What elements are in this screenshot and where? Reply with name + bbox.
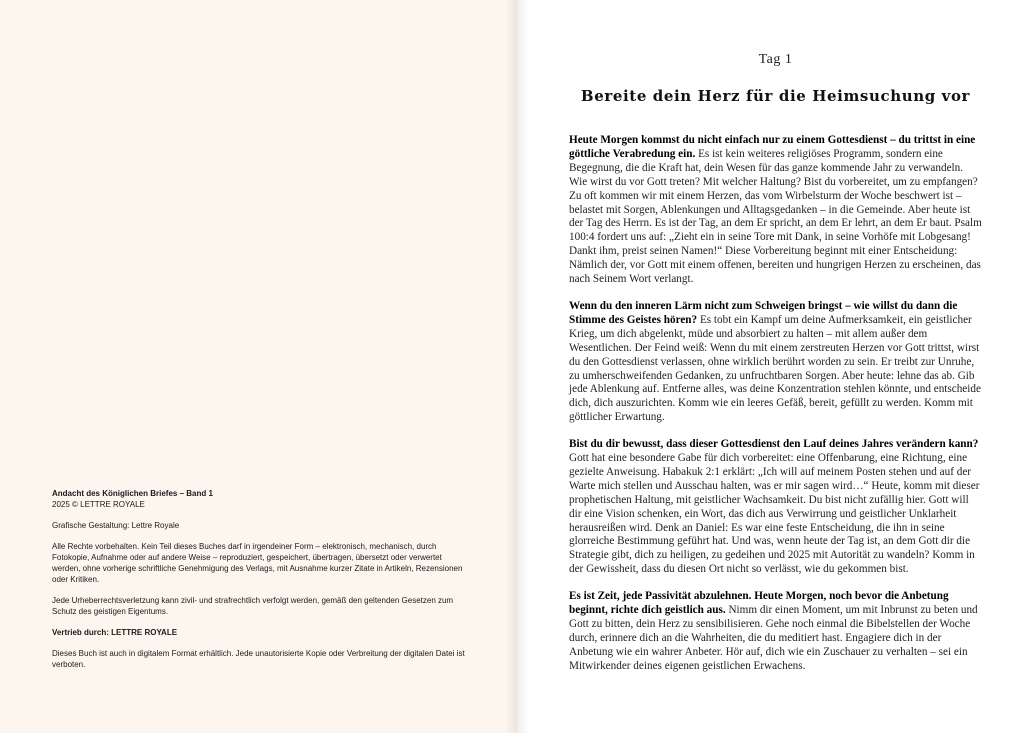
paragraph-text: Es tobt ein Kampf um deine Aufmerksamkeit, ein geistlicher Krieg, um dich abgelenkt, müde und absorbiert zu halten – mit allem außer dem Wesentlichen. Der Feind weiß: Wenn du mit einem zerstreuten Herzen vor Gott trittst, wirst du den Gottesdienst verlassen, ohne wirklich berührt worden zu sein. Er treibt zur Unruhe, zu umherschweifenden Gedanken, zu unfruchtbaren Sorgen. Aber heute: lehne das ab. Gib jede Ablenkung auf. Entferne alles, was deine Konzentration stehlen könnte, und entscheide dich, dich auszurichten. Komm wie ein leeres Gefäß, bereit, gefüllt zu werden. Komm mit göttlicher Erwartung. [569, 313, 981, 424]
digital-notice: Dieses Buch ist auch in digitalem Format erhältlich. Jede unautorisierte Kopie oder Verbreitung der digitalen Datei ist verboten. [52, 649, 465, 669]
copyright-line: 2025 © LETTRE ROYALE [52, 500, 145, 509]
paragraph [569, 134, 983, 287]
rights-notice: Alle Rechte vorbehalten. Kein Teil dieses Buches darf in irgendeiner Form – elektronisch, mechanisch, durch Fotokopie, Aufnahme oder auf andere Weise – reproduziert, gespeichert, übertragen, übersetzt oder verwertet werden, ohne vorherige schriftliche Genehmigung des Verlags, mit Ausnahme kurzer Zitate in Artikeln, Rezensionen oder Kritiken. [52, 542, 463, 584]
design-credit: Grafische Gestaltung: Lettre Royale [52, 521, 180, 530]
paragraph-lead: Es ist Zeit, jede Passivität abzulehnen. Heute Morgen, noch bevor die Anbetung beginnt, richte dich geistlich aus. [569, 590, 949, 617]
paragraph-lead: Heute Morgen kommst du nicht einfach nur zu einem Gottesdienst – du trittst in eine göttliche Verabredung ein. [569, 134, 976, 160]
paragraph [569, 300, 983, 425]
devotional-body [569, 134, 983, 687]
imprint-block [52, 488, 472, 680]
page-title: Bereite dein Herz für die Heimsuchung vor [580, 87, 971, 105]
paragraph-lead: Wenn du den inneren Lärm nicht zum Schweigen bringst – wie willst du dann die Stimme des Geistes hören? [569, 299, 958, 326]
infringement-notice: Jede Urheberrechtsverletzung kann zivil- und strafrechtlich verfolgt werden, gemäß den geltenden Gesetzen zum Schutz des geistigen Eigentums. [52, 596, 454, 616]
paragraph [569, 438, 983, 577]
paragraph [569, 590, 983, 673]
day-label: Tag 1 [758, 52, 793, 67]
paragraph-text: Gott hat eine besondere Gabe für dich vorbereitet: eine Offenbarung, eine Richtung, eine gezielte Anweisung. Habakuk 2:1 erklärt: „Ich will auf meinem Posten stehen und auf der Warte mich stellen und Ausschau halten, was er mir sagen wird…“ Heute, komm mit dieser prophetischen Haltung, mit geistlicher Wachsamkeit. Du bist nicht zufällig hier. Gott will dir eine Vision schenken, ein Wort, das dich aus Verwirrung und geistlicher Unklarheit herausreißen wird. Denk an Daniel: Es war eine feste Entscheidung, die ihn in seine glorreiche Bestimmung geführt hat. Und was, wenn heute der Tag ist, an dem Gott dir die Strategie gibt, dich zu heiligen, zu gedeihen und 2025 mit Autorität zu wandeln? Komm in der Gewissheit, dass du diesen Ort nicht so verlässt, wie du gekommen bist. [569, 452, 980, 576]
book-title: Andacht des Königlichen Briefes – Band 1 [52, 489, 213, 498]
distribution-line: Vertrieb durch: LETTRE ROYALE [52, 628, 178, 637]
paragraph-lead: Bist du dir bewusst, dass dieser Gottesdienst den Lauf deines Jahres verändern kann? [569, 438, 979, 451]
book-spine [505, 0, 529, 733]
paragraph-text: Es ist kein weiteres religiöses Programm, sondern eine Begegnung, die die Kraft hat, dein Wesen für das ganze kommende Jahr zu verwandeln. Wie wirst du vor Gott treten? Mit welcher Haltung? Bist du vorbereitet, um zu empfangen? Zu oft kommen wir mit einem Herzen, das vom Wirbelsturm der Woche beschwert ist – belastet mit Sorgen, Ablenkungen und Alltagsgedanken – in die Gemeinde. Aber heute ist der Tag des Herrn. Es ist der Tag, an dem Er spricht, an dem Er lehrt, an dem Er baut. Psalm 100:4 fordert uns auf: „Zieht ein in seine Tore mit Dank, in seine Vorhöfe mit Lobgesang! Dankt ihm, preist seinen Namen!“ Diese Vorbereitung beginnt mit einer Entscheidung: Nämlich der, vor Gott mit einem offenen, bereiten und hungrigen Herzen zu erscheinen, das nach Seinem Wort verlangt. [569, 147, 982, 286]
paragraph-text: Nimm dir einen Moment, um mit Inbrunst zu beten und Gott zu bitten, dein Herz zu sensibilisieren. Gehe noch einmal die Bibelstellen der Woche durch, erinnere dich an die Wahrheiten, die du meditiert hast. Engagiere dich in der Anbetung wie ein wahrer Anbeter. Hör auf, dich wie ein Zuschauer zu verhalten – sei ein Mitwirkender deines eigenen geistlichen Erwachens. [569, 604, 978, 672]
